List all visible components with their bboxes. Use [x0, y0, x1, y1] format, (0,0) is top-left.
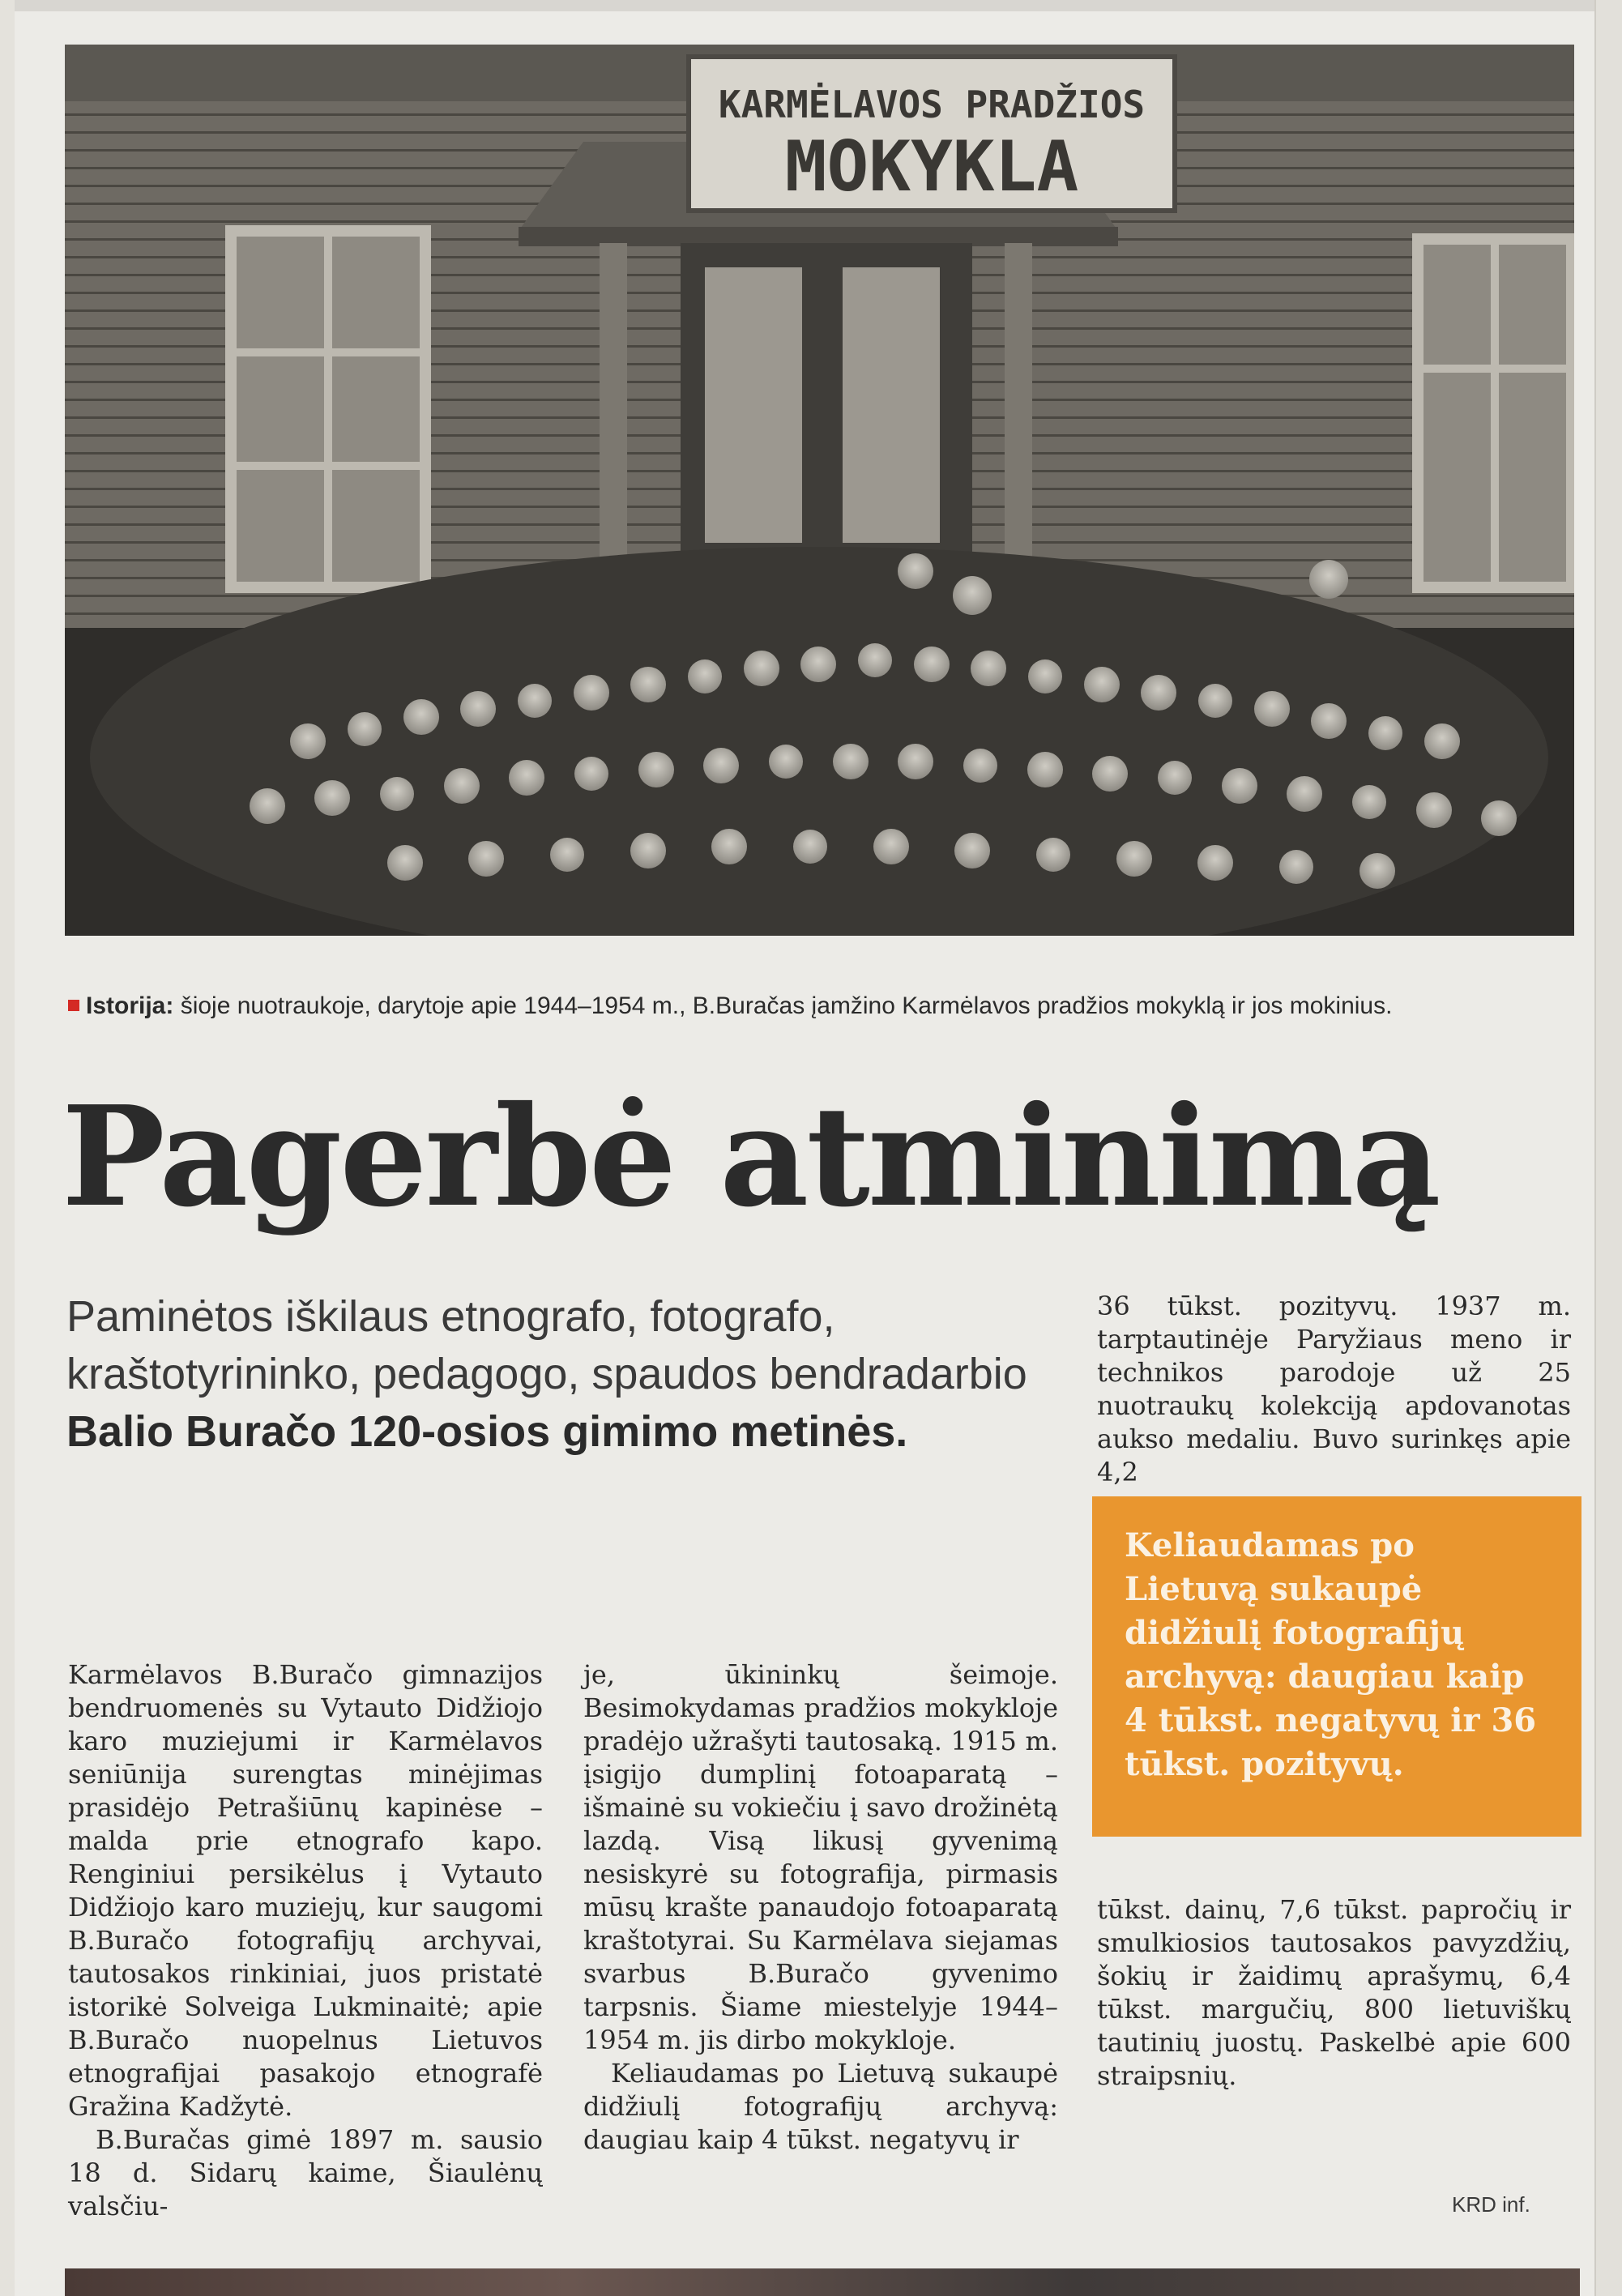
body-column-3-top — [1097, 1290, 1571, 1489]
body-paragraph: Karmėlavos B.Buračo gimnazijos bendruomenės su Vytauto Didžiojo karo muziejumi ir Karmėlavos seniūnija surengtas minėjimas prasidėjo Petrašiūnų kapinėse – malda prie etnografo kapo. Renginiui persikėlus į Vytauto Didžiojo karo muziejų, kur saugomi B.Buračo fotografijų archyvai, tautosakos rinkiniai, juos pristatė istorikė Solveiga Lukminaitė; apie B.Buračo nuopelnus Lietuvos etnografijai pasakojo etnografė Gražina Kadžytė. — [68, 1659, 543, 2122]
body-paragraph: B.Buračas gimė 1897 m. sausio 18 d. Sidarų kaime, Šiaulėnų valsčiu- — [68, 2124, 543, 2221]
headline: Pagerbė atminimą — [62, 1076, 1439, 1238]
body-column-3-bottom — [1097, 1893, 1571, 2093]
school-photo-illustration — [65, 45, 1574, 936]
deck — [66, 1288, 1071, 1461]
school-photo — [65, 45, 1574, 936]
caption-text: šioje nuotraukoje, darytoje apie 1944–1954 m., B.Buračas įamžino Karmėlavos pradžios mokyklą ir jos mokinius. — [173, 992, 1393, 1019]
body-paragraph: je, ūkininkų šeimoje. Besimokydamas pradžios mokykloje pradėjo užrašyti tautosaką. 1915 m. įsigijo dumplinį fotoaparatą – išmainė su vokiečiu į savo drožinėtą lazdą. Visą likusį gyvenimą nesiskyrė su fotografija, pirmasis mūsų krašte panaudojo fotoaparatą kraštotyrai. Su Karmėlava siejamas svarbus B.Buračo gyvenimo tarpsnis. Šiame miestelyje 1944–1954 m. jis dirbo mokykloje. — [583, 1659, 1058, 2055]
page-edge-top — [0, 0, 1622, 11]
sign-line-1: KARMĖLAVOS PRADŽIOS — [718, 83, 1146, 126]
photo-caption — [68, 990, 1575, 1022]
pull-quote — [1092, 1496, 1581, 1837]
deck-bold: Balio Buračo 120-osios gimimo metinės. — [66, 1407, 908, 1456]
caption-bullet-icon — [68, 1000, 79, 1011]
body-column-1 — [68, 1658, 543, 2223]
body-column-2 — [583, 1658, 1058, 2157]
caption-label: Istorija: — [86, 992, 174, 1019]
body-paragraph: 36 tūkst. pozityvų. 1937 m. tarptautinėje Paryžiaus meno ir technikos parodoje už 25 nuotraukų kolekciją apdovanotas aukso medaliu. Buvo surinkęs apie 4,2 — [1097, 1291, 1571, 1487]
page-edge-left — [0, 0, 15, 2296]
pull-quote-text: Keliaudamas po Lietuvą sukaupė didžiulį fotografijų archyvą: daugiau kaip 4 tūkst. negatyvų ir 36 tūkst. pozityvų. — [1125, 1526, 1537, 1783]
next-article-image-edge — [65, 2268, 1580, 2296]
credit: KRD inf. — [1452, 2192, 1530, 2217]
deck-text: Paminėtos iškilaus etnografo, fotografo, kraštotyrininko, pedagogo, spaudos bendradarbio — [66, 1292, 1027, 1398]
sign-line-2: MOKYKLA — [784, 126, 1079, 207]
body-paragraph: Keliaudamas po Lietuvą sukaupė didžiulį fotografijų archyvą: daugiau kaip 4 tūkst. negatyvų ir — [583, 2058, 1058, 2155]
body-paragraph: tūkst. dainų, 7,6 tūkst. papročių ir smulkiosios tautosakos pavyzdžių, šokių ir žaidimų aprašymų, 6,4 tūkst. margučių, 800 lietuviškų tautinių juostų. Paskelbė apie 600 straipsnių. — [1097, 1894, 1571, 2091]
